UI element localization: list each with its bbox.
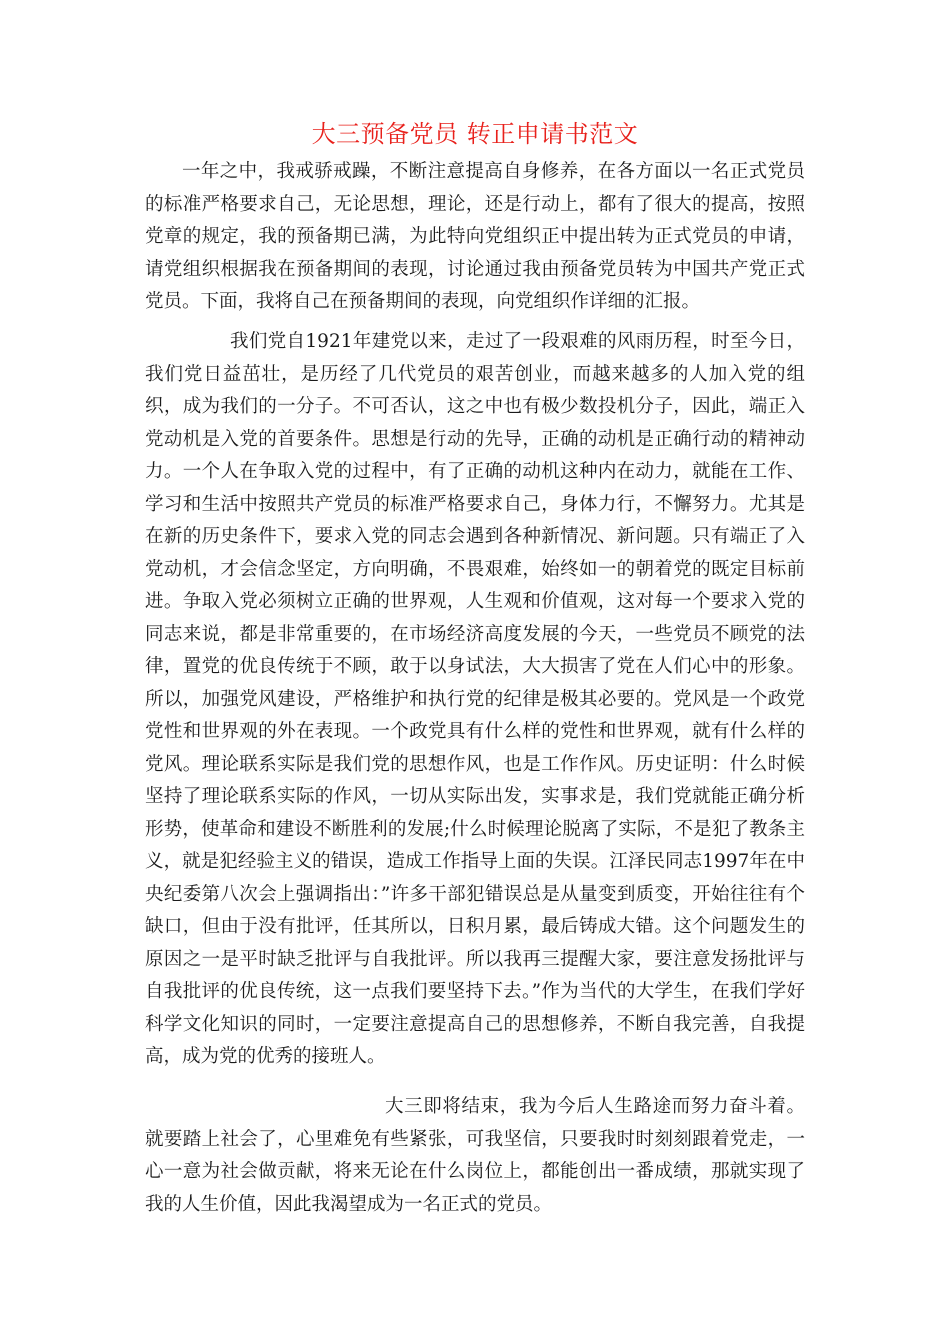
- document-title: 大三预备党员 转正申请书范文: [311, 120, 639, 148]
- paragraph-1: 一年之中，我戒骄戒躁，不断注意提高自身修养，在各方面以一名正式党员的标准严格要求自己，无论思想，理论，还是行动上，都有了很大的提高，按照党章的规定，我的预备期已满，为此特向党组织正中提出转为正式党员的申请，请党组织根据我在预备期间的表现，讨论通过我由预备党员转为中国共产党正式党员。下面，我将自己在预备期间的表现，向党组织作详细的汇报。: [145, 161, 805, 312]
- paragraph-2: 我们党自1921年建党以来，走过了一段艰难的风雨历程，时至今日，我们党日益茁壮，是历经了几代党员的艰苦创业，而越来越多的人加入党的组织，成为我们的一分子。不可否认，这之中也有极少数投机分子，因此，端正入党动机是入党的首要条件。思想是行动的先导，正确的动机是正确行动的精神动力。一个人在争取入党的过程中，有了正确的动机这种内在动力，就能在工作、学习和生活中按照共产党员的标准严格要求自己，身体力行，不懈努力。尤其是在新的历史条件下，要求入党的同志会遇到各种新情况、新问题。只有端正了入党动机，才会信念坚定，方向明确，不畏艰难，始终如一的朝着党的既定目标前进。争取入党必须树立正确的世界观，人生观和价值观，这对每一个要求入党的同志来说，都是非常重要的，在市场经济高度发展的今天，一些党员不顾党的法律，置党的优良传统于不顾，敢于以身试法，大大损害了党在人们心中的形象。所以，加强党风建设，严格维护和执行党的纪律是极其必要的。党风是一个政党党性和世界观的外在表现。一个政党具有什么样的党性和世界观，就有什么样的党风。理论联系实际是我们党的思想作风，也是工作作风。历史证明：什么时候坚持了理论联系实际的作风，一切从实际出发，实事求是，我们党就能正确分析形势，使革命和建设不断胜利的发展;什么时候理论脱离了实际，不是犯了教条主义，就是犯经验主义的错误，造成工作指导上面的失误。江泽民同志1997年在中央纪委第八次会上强调指出：”许多干部犯错误总是从量变到质变，开始往往有个缺口，但由于没有批评，任其所以，日积月累，最后铸成大错。这个问题发生的原因之一是平时缺乏批评与自我批评。所以我再三提醒大家，要注意发扬批评与自我批评的优良传统，这一点我们要坚持下去。”作为当代的大学生，在我们学好科学文化知识的同时，一定要注意提高自己的思想修养，不断自我完善，自我提高，成为党的优秀的接班人。: [145, 331, 805, 1067]
- paragraph-3: 大三即将结束，我为今后人生路途而努力奋斗着。就要踏上社会了，心里难免有些紧张，可我坚信，只要我时时刻刻跟着党走，一心一意为社会做贡献，将来无论在什么岗位上，都能创出一番成绩，那就实现了我的人生价值，因此我渴望成为一名正式的党员。: [145, 1096, 805, 1215]
